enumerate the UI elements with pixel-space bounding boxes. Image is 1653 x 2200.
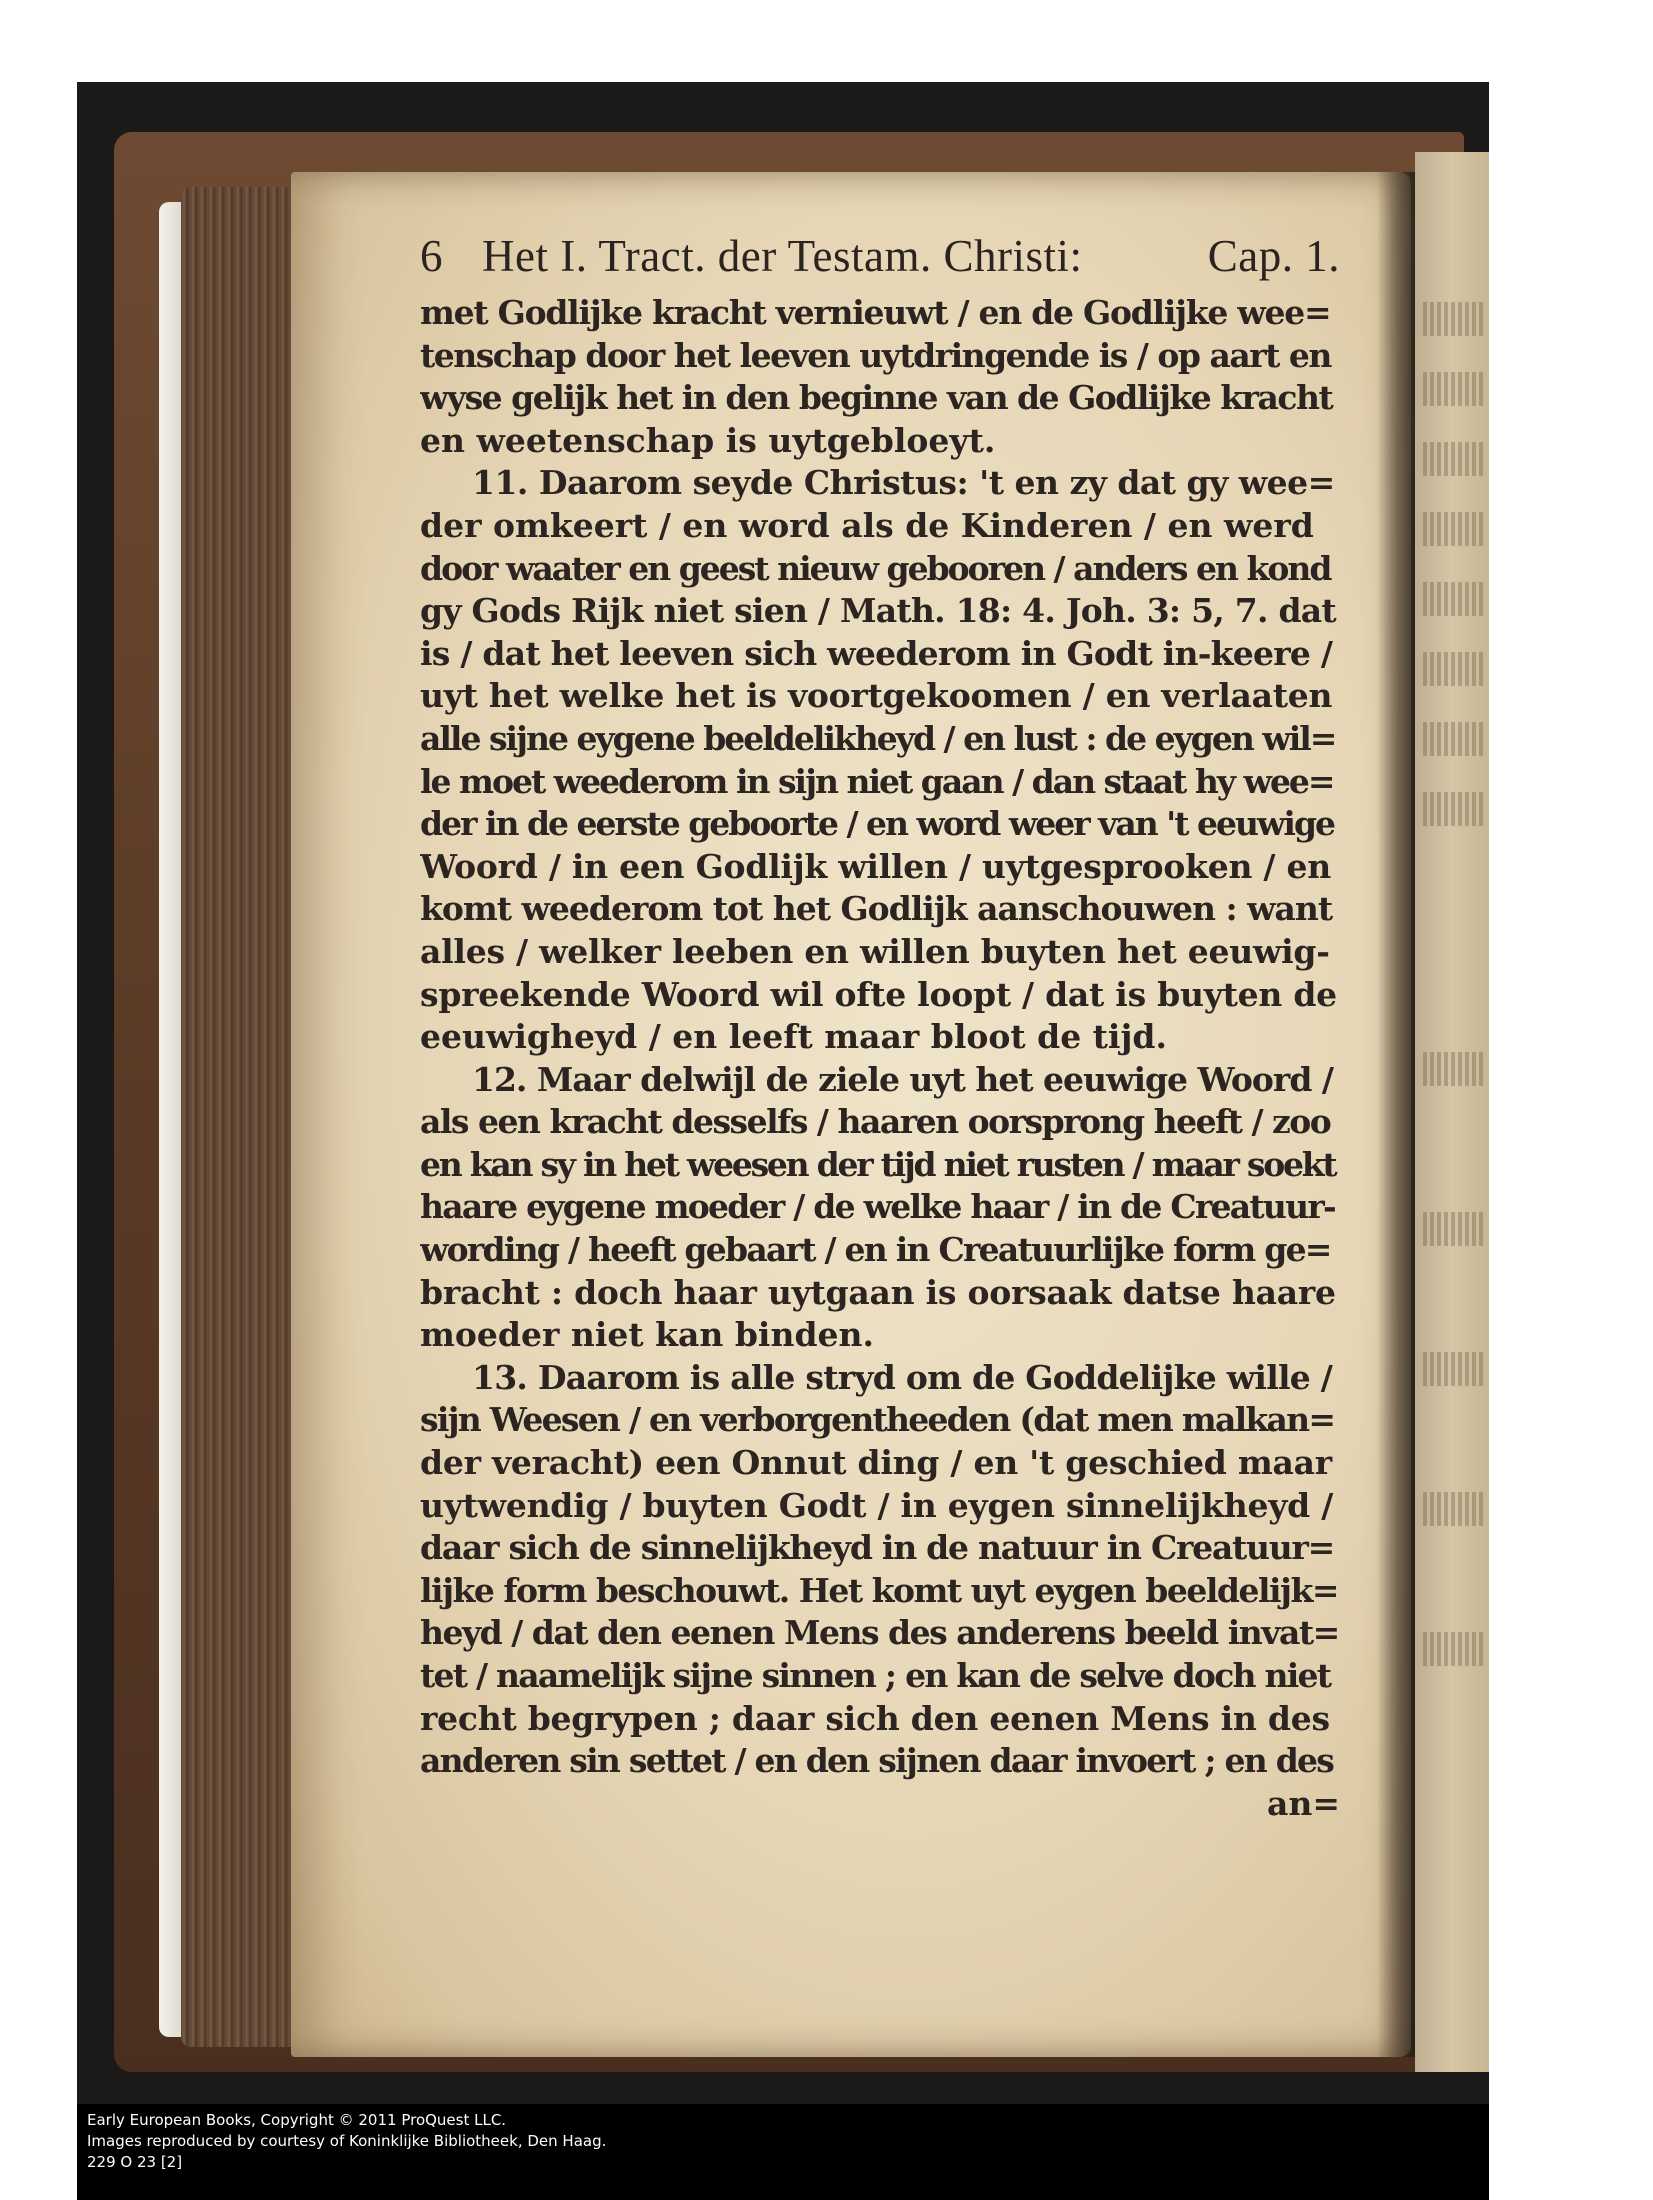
text-line: haare eygene moeder / de welke haar / in de Creatuur-	[420, 1187, 1335, 1227]
text-line: alle sijne eygene beeldelikheyd / en lust : de eygen wil=	[420, 718, 1336, 758]
text-line: Woord / in een Godlijk willen / uytgesprooken / en	[420, 846, 1331, 886]
text-line: alles / welker leeben en willen buyten het eeuwig-	[420, 931, 1330, 971]
page-number: 6	[420, 231, 443, 281]
text-line: lijke form beschouwt. Het komt uyt eygen beeldelijk=	[420, 1570, 1338, 1610]
text-line: spreekende Woord wil ofte loopt / dat is buyten de	[420, 974, 1337, 1014]
bleed-through-mark	[1423, 512, 1483, 546]
text-line: der omkeert / en word als de Kinderen / en werd	[420, 505, 1314, 545]
text-line: uytwendig / buyten Godt / in eygen sinnelijkheyd /	[420, 1485, 1334, 1525]
text-line: is / dat het leeven sich weederom in Godt in-keere /	[420, 633, 1333, 673]
text-line: le moet weederom in sijn niet gaan / dan staat hy wee=	[420, 761, 1334, 801]
text-line: der in de eerste geboorte / en word weer van 't eeuwige	[420, 804, 1335, 844]
body-text	[420, 292, 1340, 1825]
text-line: heyd / dat den eenen Mens des anderens beeld invat=	[420, 1613, 1339, 1653]
text-line: wyse gelijk het in den beginne van de Godlijke kracht	[420, 378, 1333, 418]
running-title: Het I. Tract. der Testam. Christi:	[482, 231, 1083, 281]
text-line: recht begrypen ; daar sich den eenen Mens in des	[420, 1698, 1330, 1738]
text-line: komt weederom tot het Godlijk aanschouwen : want	[420, 889, 1333, 929]
text-line: en kan sy in het weesen der tijd niet rusten / maar soekt	[420, 1144, 1336, 1184]
credit-footer	[77, 2104, 1489, 2200]
text-line: moeder niet kan binden.	[420, 1315, 875, 1355]
text-line: daar sich de sinnelijkheyd in de natuur in Creatuur=	[420, 1528, 1335, 1568]
text-line: gy Gods Rijk niet sien / Math. 18: 4. Joh. 3: 5, 7. dat	[420, 591, 1336, 631]
bleed-through-mark	[1423, 1632, 1483, 1666]
chapter-label: Cap. 1.	[1207, 231, 1340, 281]
bleed-through-mark	[1423, 582, 1483, 616]
bleed-through-mark	[1423, 1052, 1483, 1086]
text-line: eeuwigheyd / en leeft maar bloot de tijd.	[420, 1017, 1167, 1057]
text-line: der veracht) een Onnut ding / en 't geschied maar	[420, 1443, 1332, 1483]
text-line: en weetenschap is uytgebloeyt.	[420, 420, 996, 460]
text-line: uyt het welke het is voortgekoomen / en verlaaten	[420, 676, 1333, 716]
bleed-through-mark	[1423, 1492, 1483, 1526]
text-line: 13. Daarom is alle stryd om de Goddelijke wille /	[472, 1357, 1333, 1397]
text-line: 11. Daarom seyde Christus: 't en zy dat gy wee=	[472, 463, 1335, 503]
bleed-through-mark	[1423, 442, 1483, 476]
text-line: tet / naamelijk sijne sinnen ; en kan de selve doch niet	[420, 1656, 1331, 1695]
text-line: wording / heeft gebaart / en in Creatuurlijke form ge=	[420, 1230, 1331, 1270]
text-line: bracht : doch haar uytgaan is oorsaak datse haare	[420, 1272, 1336, 1312]
catchword: an=	[1266, 1783, 1340, 1823]
facing-page-strip	[1415, 152, 1489, 2072]
running-head	[420, 230, 1340, 290]
bleed-through-mark	[1423, 792, 1483, 826]
bleed-through-mark	[1423, 372, 1483, 406]
text-line: met Godlijke kracht vernieuwt / en de Godlijke wee=	[420, 293, 1331, 332]
text-line: als een kracht desselfs / haaren oorsprong heeft / zoo	[420, 1102, 1331, 1142]
text-line: 12. Maar delwijl de ziele uyt het eeuwige Woord /	[472, 1059, 1333, 1099]
text-line: door waater en geest nieuw gebooren / anders en kond	[420, 548, 1331, 588]
shelfmark-line: 229 O 23 [2]	[87, 2153, 183, 2171]
bleed-through-mark	[1423, 1212, 1483, 1246]
courtesy-line: Images reproduced by courtesy of Koninklijke Bibliotheek, Den Haag.	[87, 2132, 607, 2150]
page-gutter	[1377, 172, 1417, 2057]
bleed-through-mark	[1423, 302, 1483, 336]
copyright-line: Early European Books, Copyright © 2011 ProQuest LLC.	[87, 2111, 507, 2129]
page-block-edge	[181, 187, 301, 2047]
bleed-through-mark	[1423, 722, 1483, 756]
bleed-through-mark	[1423, 652, 1483, 686]
text-line: tenschap door het leeven uytdringende is / op aart en	[420, 335, 1331, 375]
bleed-through-mark	[1423, 1352, 1483, 1386]
text-line: sijn Weesen / en verborgentheeden (dat men malkan=	[420, 1400, 1335, 1440]
text-line: anderen sin settet / en den sijnen daar invoert ; en des	[420, 1741, 1334, 1781]
